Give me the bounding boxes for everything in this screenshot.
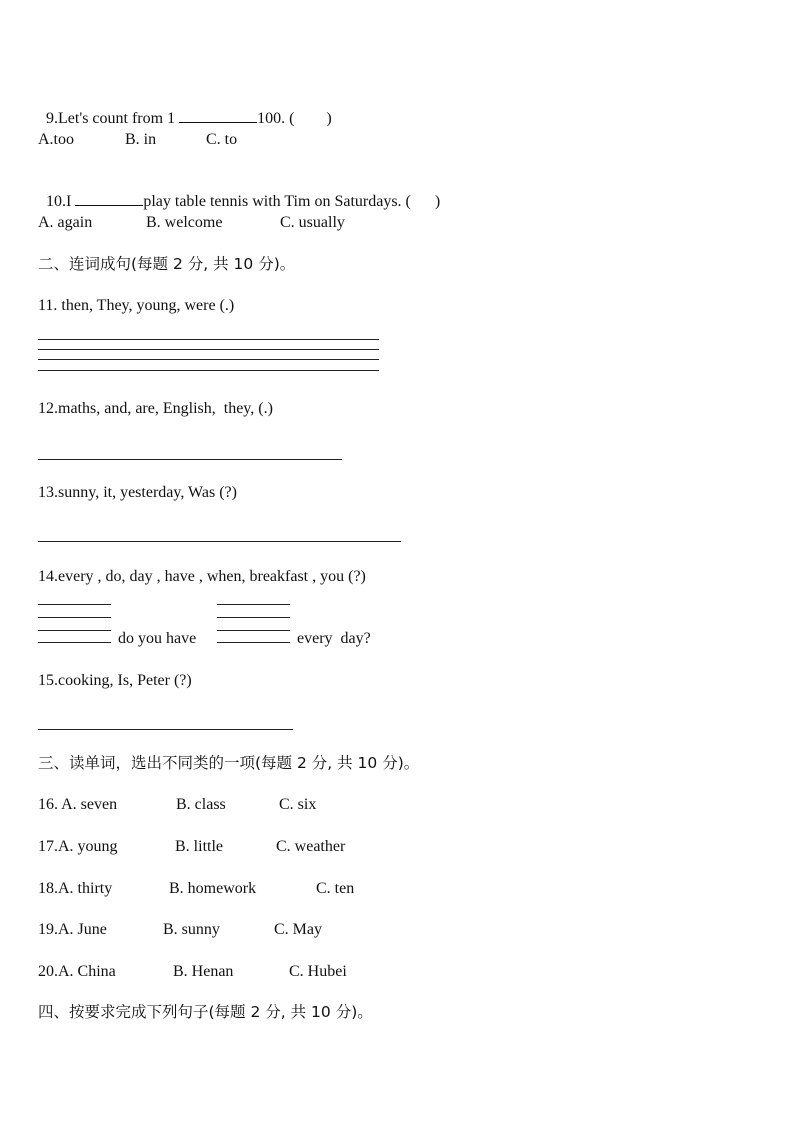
question-12: 12.maths, and, are, English, they, (.)	[38, 400, 273, 417]
option-a: A. again	[38, 214, 93, 231]
question-17-option-b: B. little	[175, 838, 223, 855]
answer-line[interactable]	[38, 642, 111, 643]
answer-line[interactable]	[217, 617, 290, 618]
question-16-option-c: C. six	[279, 796, 317, 813]
option-c: C. usually	[280, 214, 345, 231]
section-4-heading: 四、按要求完成下列句子(每题 2 分, 共 10 分)。	[38, 1003, 373, 1021]
question-20-option-b: B. Henan	[173, 963, 234, 980]
answer-line[interactable]	[38, 349, 379, 350]
question-18-option-b: B. homework	[169, 880, 257, 897]
question-9	[38, 88, 332, 129]
question-19-option-a: 19.A. June	[38, 921, 107, 938]
question-19-option-b: B. sunny	[163, 921, 220, 938]
option-b: B. welcome	[146, 214, 223, 231]
answer-line[interactable]	[38, 630, 111, 631]
question-10	[38, 171, 440, 212]
answer-blank[interactable]	[179, 108, 257, 123]
answer-line[interactable]	[217, 630, 290, 631]
answer-line[interactable]	[38, 370, 379, 371]
question-20-option-a: 20.A. China	[38, 963, 116, 980]
answer-line[interactable]	[38, 617, 111, 618]
question-10-suffix: play table tennis with Tim on Saturdays. ( )	[143, 193, 441, 210]
answer-line[interactable]	[38, 459, 342, 460]
question-14: 14.every , do, day , have , when, breakfast , you (?)	[38, 568, 366, 585]
answer-line[interactable]	[38, 359, 379, 360]
question-9-text: 9.Let's count from 1	[46, 110, 180, 127]
question-14-end-text: every day?	[297, 630, 371, 647]
answer-line[interactable]	[38, 604, 111, 605]
section-3-heading: 三、读单词，选出不同类的一项(每题 2 分, 共 10 分)。	[38, 754, 420, 772]
question-18-option-a: 18.A. thirty	[38, 880, 113, 897]
question-16-option-b: B. class	[176, 796, 226, 813]
question-20-option-c: C. Hubei	[289, 963, 347, 980]
answer-line[interactable]	[38, 541, 401, 542]
question-15: 15.cooking, Is, Peter (?)	[38, 672, 192, 689]
question-16-option-a: 16. A. seven	[38, 796, 118, 813]
question-14-middle-text: do you have	[118, 630, 197, 647]
question-17-option-c: C. weather	[276, 838, 346, 855]
section-2-heading: 二、连词成句(每题 2 分, 共 10 分)。	[38, 255, 296, 273]
question-19-option-c: C. May	[274, 921, 322, 938]
question-10-text: 10.I	[46, 193, 76, 210]
answer-blank[interactable]	[75, 191, 143, 206]
question-9-suffix: 100. ( )	[257, 110, 332, 127]
option-a: A.too	[38, 131, 74, 148]
answer-line[interactable]	[38, 339, 379, 340]
question-11: 11. then, They, young, were (.)	[38, 297, 235, 314]
option-b: B. in	[125, 131, 157, 148]
question-18-option-c: C. ten	[316, 880, 355, 897]
answer-line[interactable]	[217, 604, 290, 605]
question-17-option-a: 17.A. young	[38, 838, 118, 855]
option-c: C. to	[206, 131, 238, 148]
answer-line[interactable]	[38, 729, 293, 730]
question-13: 13.sunny, it, yesterday, Was (?)	[38, 484, 237, 501]
answer-line[interactable]	[217, 642, 290, 643]
